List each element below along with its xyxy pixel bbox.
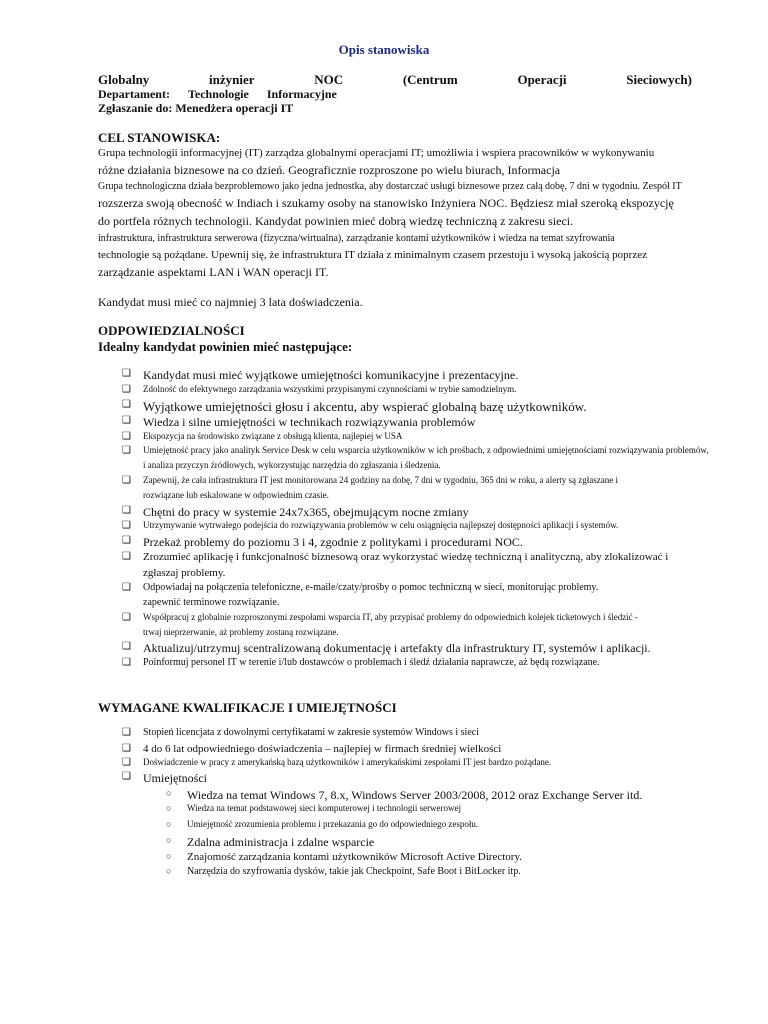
responsibility-text: Zrozumieć aplikację i funkcjonalność biznesową oraz wykorzystać wiedzę techniczną i analityczną, aby zlokalizować i	[143, 551, 669, 563]
checkbox-bullet-icon: ❑	[122, 551, 131, 562]
qualification-text: Stopień licencjata z dowolnymi certyfikatami w zakresie systemów Windows i sieci	[143, 727, 479, 738]
circle-bullet-icon: ○	[166, 835, 172, 845]
checkbox-bullet-icon: ❑	[122, 475, 131, 486]
page-title: Opis stanowiska	[338, 42, 430, 57]
checkbox-bullet-icon: ❑	[122, 535, 131, 546]
job-title-word: (Centrum	[402, 72, 458, 87]
job-title-word: inżynier	[209, 72, 255, 87]
checkbox-bullet-icon: ❑	[122, 727, 131, 738]
goal-line: różne działania biznesowe na co dzień. Geograficznie rozproszone po wielu biurach, Informacja	[98, 163, 561, 177]
circle-bullet-icon: ○	[166, 819, 172, 829]
checkbox-bullet-icon: ❑	[122, 757, 131, 768]
goal-line: infrastruktura, infrastruktura serwerowa (fizyczna/wirtualna), zarządzanie kontami użytkowników i wiedza na temat szyfrowania	[98, 233, 615, 244]
checkbox-bullet-icon: ❑	[122, 520, 131, 531]
responsibility-text: Wiedza i silne umiejętności w technikach rozwiązywania problemów	[143, 415, 476, 429]
job-title	[98, 72, 692, 88]
checkbox-bullet-icon: ❑	[122, 445, 131, 456]
skill-text: Znajomość zarządzania kontami użytkowników Microsoft Active Directory.	[187, 851, 522, 863]
circle-bullet-icon: ○	[166, 851, 172, 861]
responsibility-text: Aktualizuj/utrzymuj scentralizowaną dokumentację i artefakty dla infrastruktury IT, systemów i aplikacji.	[143, 641, 651, 655]
responsibility-text: Ekspozycja na środowisko związane z obsługą klienta, najlepiej w USA	[143, 431, 403, 441]
responsibility-text: Chętni do pracy w systemie 24x7x365, obejmującym nocne zmiany	[143, 505, 469, 519]
skill-text: Wiedza na temat podstawowej sieci komputerowej i technologii serwerowej	[187, 803, 462, 813]
responsibility-text: trwaj nieprzerwanie, aż problemy zostaną rozwiązane.	[143, 627, 339, 637]
skill-text: Wiedza na temat Windows 7, 8.x, Windows Server 2003/2008, 2012 oraz Exchange Server itd.	[187, 788, 643, 802]
skill-text: Zdalna administracja i zdalne wsparcie	[187, 835, 375, 849]
responsibility-text: Wyjątkowe umiejętności głosu i akcentu, aby wspierać globalną bazę użytkowników.	[143, 399, 587, 414]
responsibility-text: Poinformuj personel IT w terenie i/lub dostawców o problemach i śledź działania naprawcze, aż będą rozwiązane.	[143, 657, 600, 668]
circle-bullet-icon: ○	[166, 788, 172, 798]
skill-text: Narzędzia do szyfrowania dysków, takie jak Checkpoint, Safe Boot i BitLocker itp.	[187, 866, 521, 877]
checkbox-bullet-icon: ❑	[122, 399, 131, 410]
goal-line: Grupa technologii informacyjnej (IT) zarządza globalnymi operacjami IT; umożliwia i wspiera pracowników w wykonywaniu	[98, 147, 655, 159]
goal-line: technologie są pożądane. Upewnij się, że infrastruktura IT działa z minimalnym czasem przestoju i wysoką jakością poprzez	[98, 249, 647, 261]
job-title-word: Sieciowych)	[626, 72, 692, 87]
qualification-text: Doświadczenie w pracy z amerykańską bazą użytkowników i amerykańskimi zespołami IT jest bardzo pożądane.	[143, 757, 552, 767]
checkbox-bullet-icon: ❑	[122, 641, 131, 652]
reports-to: Zgłaszanie do: Menedżera operacji IT	[98, 101, 294, 115]
responsibility-text: Umiejętność pracy jako analityk Service Desk w celu wsparcia użytkowników w ich prośbach, z odpowiednimi umiejętnościami rozwiązywania problemów,	[143, 445, 709, 455]
checkbox-bullet-icon: ❑	[122, 612, 131, 623]
responsibility-text: Zdolność do efektywnego zarządzania wszystkimi przypisanymi czynnościami w trybie samodzielnym.	[143, 384, 517, 394]
department-value: Informacyjne	[266, 87, 337, 101]
responsibilities-subheading: Idealny kandydat powinien mieć następujące:	[98, 339, 353, 354]
skill-text: Umiejętność zrozumienia problemu i przekazania go do odpowiedniego zespołu.	[187, 819, 479, 829]
goal-line: do portfela różnych technologii. Kandydat powinien mieć dobrą wiedzę techniczną z zakresu sieci.	[98, 214, 574, 228]
responsibility-text: Utrzymywanie wytrwałego podejścia do rozwiązywania problemów w celu osiągnięcia najlepszej dostępności aplikacji i systemów.	[143, 520, 619, 530]
checkbox-bullet-icon: ❑	[122, 657, 131, 668]
checkbox-bullet-icon: ❑	[122, 415, 131, 426]
checkbox-bullet-icon: ❑	[122, 505, 131, 516]
responsibility-text: zapewnić terminowe rozwiązanie.	[143, 597, 280, 608]
responsibility-text: Współpracuj z globalnie rozproszonymi zespołami wsparcia IT, aby przypisać problemy do odpowiednich kolejek ticketowych i śledzić -	[143, 612, 638, 622]
goal-heading: CEL STANOWISKA:	[98, 130, 221, 145]
department-line	[98, 87, 337, 102]
circle-bullet-icon: ○	[166, 866, 172, 876]
checkbox-bullet-icon: ❑	[122, 384, 131, 395]
goal-line: rozszerza swoją obecność w Indiach i szukamy osoby na stanowisko Inżyniera NOC. Będziesz miał szeroką ekspozycję	[98, 196, 674, 210]
checkbox-bullet-icon: ❑	[122, 582, 131, 593]
responsibility-text: Kandydat musi mieć wyjątkowe umiejętności komunikacyjne i prezentacyjne.	[143, 368, 519, 382]
job-title-word: NOC	[314, 72, 344, 87]
job-title-word: Operacji	[517, 72, 567, 87]
job-title-word: Globalny	[98, 72, 150, 87]
qualification-text: Umiejętności	[143, 771, 207, 785]
qualifications-heading: WYMAGANE KWALIFIKACJE I UMIEJĘTNOŚCI	[98, 700, 397, 715]
checkbox-bullet-icon: ❑	[122, 771, 131, 782]
checkbox-bullet-icon: ❑	[122, 368, 131, 379]
responsibility-text: rozwiązane lub eskalowane w odpowiednim czasie.	[143, 490, 329, 500]
goal-line: Grupa technologiczna działa bezproblemowo jako jedna jednostka, aby dostarczać usługi biznesowe przez całą dobę, 7 dni w tygodniu. Zespół IT	[98, 181, 682, 192]
department-value: Technologie	[187, 87, 249, 101]
experience-requirement: Kandydat musi mieć co najmniej 3 lata doświadczenia.	[98, 295, 363, 309]
responsibility-text: Zapewnij, że cała infrastruktura IT jest monitorowana 24 godziny na dobę, 7 dni w tygodniu, 365 dni w roku, a alerty są zgłaszane i	[143, 475, 618, 485]
circle-bullet-icon: ○	[166, 803, 172, 813]
goal-line: zarządzanie aspektami LAN i WAN operacji IT.	[98, 265, 329, 279]
responsibility-text: zgłaszaj problemy.	[143, 567, 226, 579]
qualification-text: 4 do 6 lat odpowiedniego doświadczenia – najlepiej w firmach średniej wielkości	[143, 743, 502, 755]
responsibility-text: Odpowiadaj na połączenia telefoniczne, e-maile/czaty/prośby o pomoc techniczną w sieci, monitorując problemy.	[143, 582, 599, 593]
department-label: Departament:	[98, 87, 170, 101]
responsibility-text: i analiza przyczyn źródłowych, wykorzystując narzędzia do zgłaszania i śledzenia.	[143, 460, 441, 470]
responsibility-text: Przekaż problemy do poziomu 3 i 4, zgodnie z politykami i procedurami NOC.	[143, 535, 523, 549]
responsibilities-heading: ODPOWIEDZIALNOŚCI	[98, 323, 245, 338]
checkbox-bullet-icon: ❑	[122, 431, 131, 442]
checkbox-bullet-icon: ❑	[122, 743, 131, 754]
